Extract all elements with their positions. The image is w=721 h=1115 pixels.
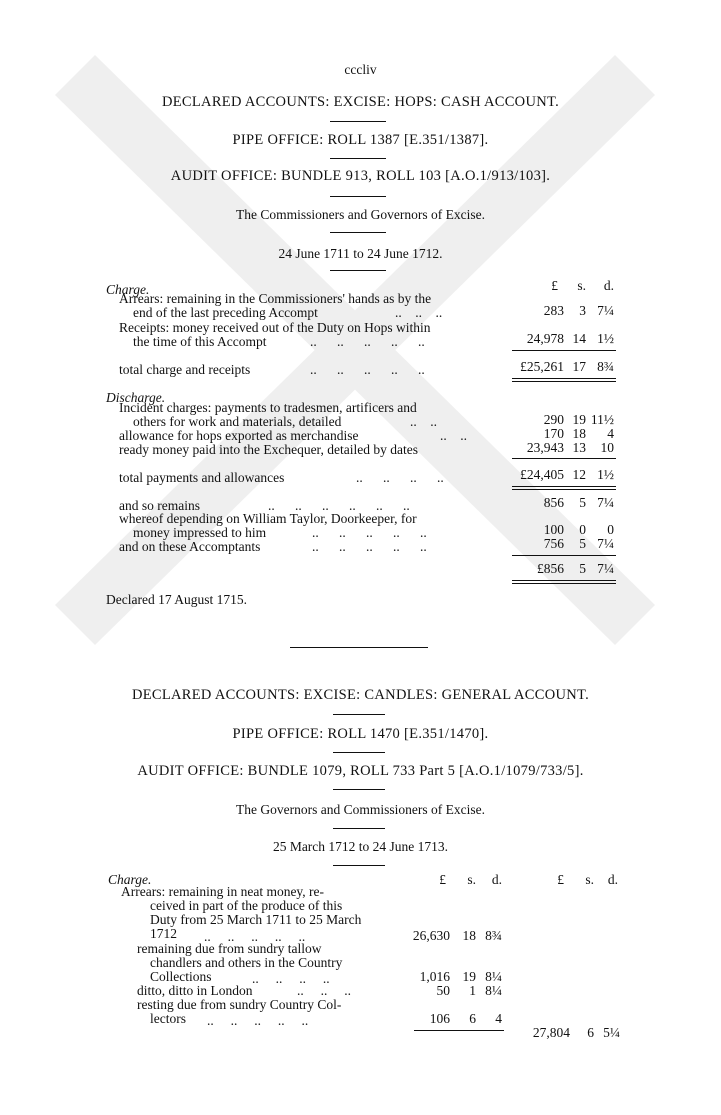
amount-pounds: £25,261 (520, 359, 564, 374)
accomptants-line: and on these Accomptants (119, 539, 261, 554)
amount-pounds: 24,978 (526, 331, 564, 346)
amount-pence: 0 (607, 522, 614, 537)
col-pence: d. (603, 278, 614, 293)
amount-pounds: 27,804 (532, 1025, 570, 1040)
discharge-label: Discharge. (106, 390, 166, 405)
amount-pounds: 1,016 (419, 969, 450, 984)
rule (330, 158, 386, 159)
whereof-line2: money impressed to him (133, 525, 267, 540)
amount-pence: 7¼ (597, 495, 614, 510)
amount-shillings: 18 (572, 426, 586, 441)
section1-title: DECLARED ACCOUNTS: EXCISE: HOPS: CASH ACCOUNT. (161, 94, 560, 110)
tallow-line3: Collections (150, 969, 212, 984)
amount-pence: 8¼ (485, 969, 502, 984)
document-page: cccliv DECLARED ACCOUNTS: EXCISE: HOPS: CASH ACCOUNT. PIPE OFFICE: ROLL 1387 [E.351/1387]. AUDIT OFFICE: BUNDLE 913, ROLL 103 [A.O.1/913/103]. The Commissioners and Governors of Excise. 24 June 1711 to 24 June 1712. £ s. d. Charge. Arrears: remaining in the Commissioners' hands as by the end of the last preceding Accompt .. .. .. 283 3 7¼ Receipts: money received out of the Duty on Hops within the time of this Accompt .. .. .. .. .. 24,978 14 1½ total charge and receipts .. .. .. .. .. £25,261 17 8¾ Discharge. Incident charges: payments to tradesmen, artificers and others for work and materials, detailed .. .. 290 19 11½ allowance for hops exported as merchandise .. .. 170 18 4 ready money paid into the Exchequer, detailed by dates 23,943 13 10 total payments and allowances .. .. .. .. £24,405 12 1½ and so remains .. .. .. .. .. .. 856 5 7¼ whereof depending on William Taylor, Doorkeeper, for money impressed to him .. .. .. .. .. 100 0 0 and on these Accomptants .. .. .. .. .. 756 5 7¼ £856 5 7¼ Declared 17 August 1715. DECLARED ACCOUNTS: EXCISE: CANDLES: GENERAL ACCOUNT. PIPE OFFICE: ROLL 1470 [E.351/1470]. AUDIT OFFICE: BUNDLE 1079, ROLL 733 Part 5 [A.O.1/1079/733/5]. The Governors and Commissioners of Excise. 25 March 1712 to 24 June 1713. Charge. £ s. d. £ s. d. Arrears: remaining in neat money, re- ceived in part of the produce of this Duty from 25 March 1711 to 25 March 1712 .. .. .. .. .. 26,630 18 8¾ remaining due from sundry tallow chandlers and others in the Country Collections .. .. .. .. 1,016 19 8¼ ditto, ditto in London .. .. .. 50 1 8¼ resting due from sundry Country Col- lectors .. .. .. .. .. 106 6 4 27,804 6 5¼ (0, 0, 721, 1115)
amount-pence: 7¼ (597, 536, 614, 551)
amount-pounds: 856 (543, 495, 564, 510)
amount-pounds: £24,405 (520, 467, 564, 482)
amount-shillings: 14 (572, 331, 586, 346)
amount-pounds: 50 (436, 983, 450, 998)
arrears-line3: Duty from 25 March 1711 to 25 March (150, 912, 362, 927)
amount-pence: 8¼ (485, 983, 502, 998)
section1-accountants: The Commissioners and Governors of Excise. (236, 207, 485, 222)
amount-shillings: 19 (462, 969, 476, 984)
london-line: ditto, ditto in London (137, 983, 253, 998)
amount-pence: 5¼ (603, 1025, 620, 1040)
arrears-line1: Arrears: remaining in neat money, re- (121, 884, 325, 899)
amount-pence: 1½ (597, 467, 614, 482)
amount-pence: 4 (607, 426, 614, 441)
resting-line2: lectors (150, 1011, 186, 1026)
section1-audit-office: AUDIT OFFICE: BUNDLE 913, ROLL 103 [A.O.1/913/103]. (170, 168, 551, 184)
amount-shillings: 5 (579, 495, 586, 510)
amount-pounds: £856 (537, 561, 564, 576)
amount-shillings: 17 (572, 359, 586, 374)
section2-title: DECLARED ACCOUNTS: EXCISE: CANDLES: GENERAL ACCOUNT. (131, 687, 590, 703)
arrears-line2: end of the last preceding Accompt (133, 305, 318, 320)
amount-shillings: 13 (572, 440, 586, 455)
amount-shillings: 18 (462, 928, 476, 943)
amount-shillings: 19 (572, 412, 586, 427)
declared-date: Declared 17 August 1715. (106, 592, 247, 607)
amount-pence: 8¾ (597, 359, 614, 374)
charge-label: Charge. (108, 872, 152, 887)
section1-period: 24 June 1711 to 24 June 1712. (278, 246, 443, 261)
amount-pounds: 290 (543, 412, 564, 427)
amount-pounds: 26,630 (412, 928, 450, 943)
allowance-line: allowance for hops exported as merchandise (119, 428, 359, 443)
col-pounds: £ (551, 278, 558, 293)
section1-pipe-office: PIPE OFFICE: ROLL 1387 [E.351/1387]. (232, 132, 489, 148)
col-pounds: £ (557, 872, 564, 887)
col-pence: d. (607, 872, 618, 887)
amount-pounds: 23,943 (526, 440, 564, 455)
amount-pence: 11½ (590, 412, 614, 427)
charge-label: Charge. (106, 282, 150, 297)
section2-accountants: The Governors and Commissioners of Excise. (236, 802, 485, 817)
amount-shillings: 6 (587, 1025, 594, 1040)
amount-pounds: 100 (543, 522, 564, 537)
amount-shillings: 12 (572, 467, 586, 482)
rule (330, 232, 386, 233)
whereof-line1: whereof depending on William Taylor, Doorkeeper, for (119, 511, 417, 526)
arrears-line2: ceived in part of the produce of this (150, 898, 343, 913)
arrears-line4: 1712 (150, 926, 177, 941)
total-payments-label: total payments and allowances (119, 470, 285, 485)
amount-pence: 10 (600, 440, 614, 455)
amount-shillings: 3 (579, 303, 586, 318)
col-shillings: s. (467, 872, 476, 887)
amount-pence: 7¼ (597, 561, 614, 576)
col-shillings: s. (577, 278, 586, 293)
amount-shillings: 5 (579, 561, 586, 576)
amount-shillings: 1 (469, 983, 476, 998)
rule (330, 270, 386, 271)
section-divider (290, 647, 428, 648)
amount-pence: 7¼ (597, 303, 614, 318)
receipts-line1: Receipts: money received out of the Duty on Hops within (119, 320, 431, 335)
amount-pence: 4 (495, 1011, 502, 1026)
section2-period: 25 March 1712 to 24 June 1713. (272, 839, 449, 854)
ready-money-line: ready money paid into the Exchequer, detailed by dates (119, 442, 418, 457)
resting-line1: resting due from sundry Country Col- (137, 997, 342, 1012)
incident-line1: Incident charges: payments to tradesmen, artificers and (119, 400, 417, 415)
receipts-line2: the time of this Accompt (133, 334, 267, 349)
amount-pounds: 170 (543, 426, 564, 441)
section2-pipe-office: PIPE OFFICE: ROLL 1470 [E.351/1470]. (232, 726, 489, 742)
section2-audit-office: AUDIT OFFICE: BUNDLE 1079, ROLL 733 Part 5 [A.O.1/1079/733/5]. (137, 763, 584, 779)
amount-pounds: 283 (543, 303, 564, 318)
amount-shillings: 6 (469, 1011, 476, 1026)
rule (330, 121, 386, 122)
amount-pounds: 106 (429, 1011, 450, 1026)
amount-pounds: 756 (543, 536, 564, 551)
remains-line: and so remains (119, 498, 200, 513)
amount-pence: 1½ (597, 331, 614, 346)
col-pence: d. (491, 872, 502, 887)
col-pounds: £ (439, 872, 446, 887)
col-shillings: s. (585, 872, 594, 887)
rule (330, 196, 386, 197)
incident-line2: others for work and materials, detailed (133, 414, 342, 429)
amount-pence: 8¾ (485, 928, 502, 943)
tallow-line1: remaining due from sundry tallow (137, 941, 322, 956)
page-number: cccliv (344, 62, 377, 77)
arrears-line1: Arrears: remaining in the Commissioners' hands as by the (119, 291, 432, 306)
total-charge-label: total charge and receipts (119, 362, 251, 377)
amount-shillings: 0 (579, 522, 586, 537)
tallow-line2: chandlers and others in the Country (150, 955, 343, 970)
amount-shillings: 5 (579, 536, 586, 551)
